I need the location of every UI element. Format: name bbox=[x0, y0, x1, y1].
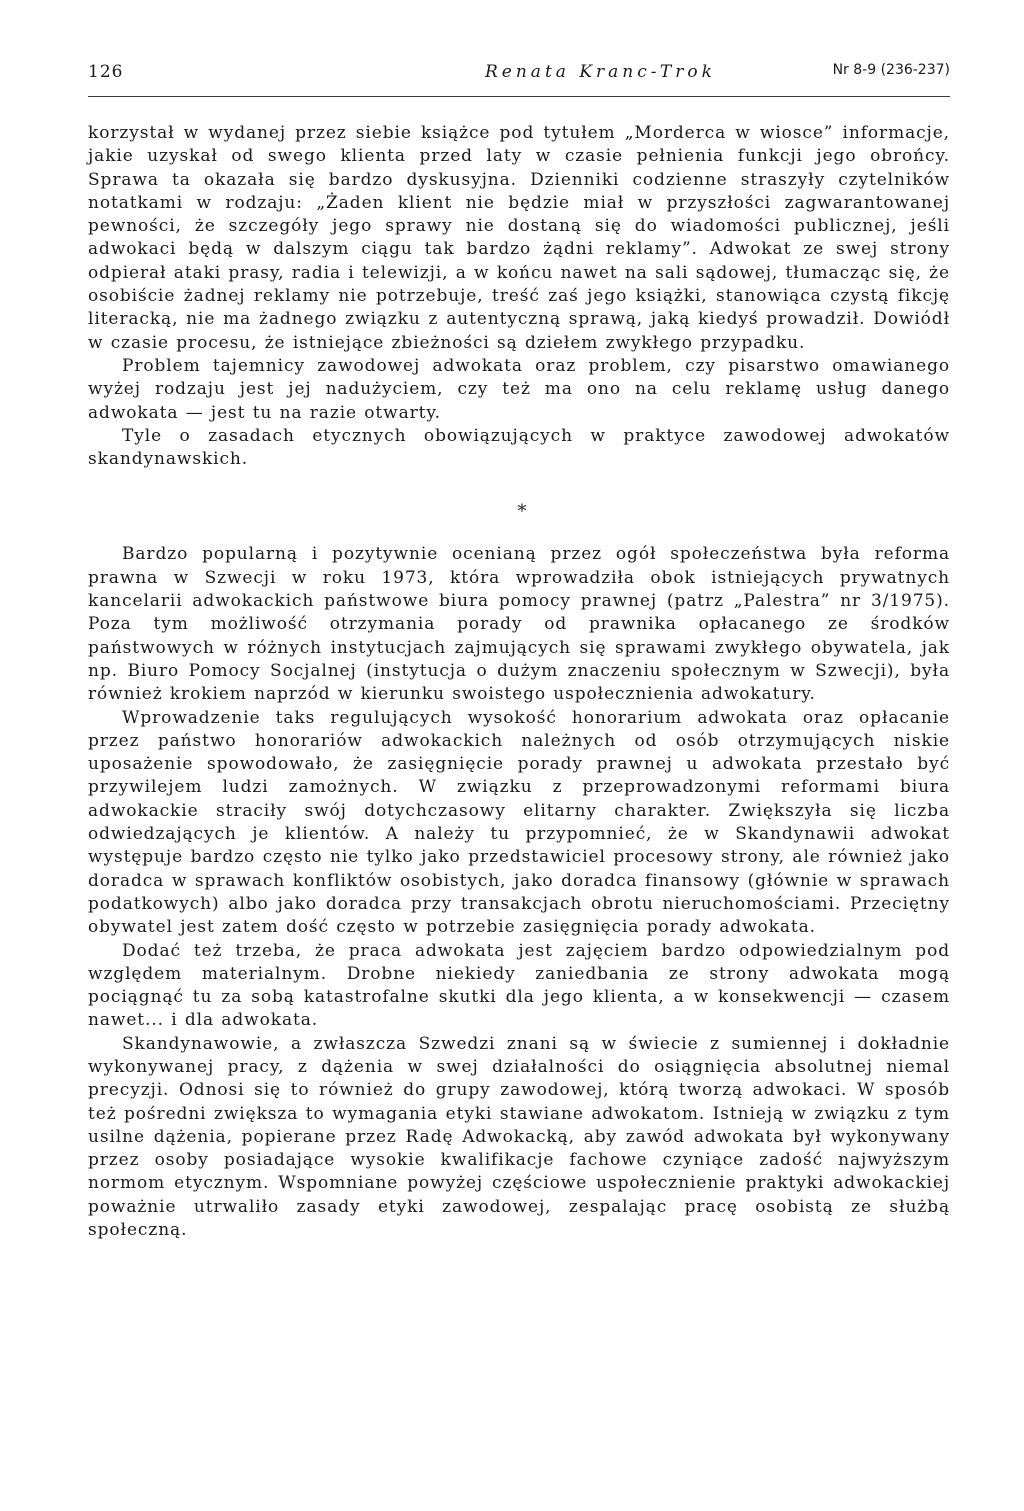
paragraph: Problem tajemnicy zawodowej adwokata oraz problem, czy pisarstwo omawianego wyżej rodzaju jest jej nadużyciem, czy też ma ono na celu reklamę usług danego adwokata — jest tu na razie otwarty. bbox=[88, 355, 950, 423]
page-header bbox=[88, 62, 950, 92]
running-title: Renata Kranc-Trok bbox=[485, 62, 716, 82]
header-rule bbox=[88, 96, 950, 97]
paragraph: Wprowadzenie taks regulujących wysokość honorarium adwokata oraz opłacanie przez państwo honorariów adwokackich należnych od osób otrzymujących niskie uposażenie spowodowało, że zasięgnięcie porady prawnej u adwokata przestało być przywilejem ludzi zamożnych. W związku z przeprowadzonymi reformami biura adwokackie straciły swój dotychczasowy elitarny charakter. Zwiększyła się liczba odwiedzających je klientów. A należy tu przypomnieć, że w Skandynawii adwokat występuje bardzo często nie tylko jako przedstawiciel procesowy strony, ale również jako doradca w sprawach konfliktów osobistych, jako doradca finansowy (głównie w sprawach podatkowych) albo jako doradca przy transakcjach obrotu nieruchomościami. Przeciętny obywatel jest zatem dość często w potrzebie zasięgnięcia porady adwokata. bbox=[88, 707, 950, 938]
body-text bbox=[88, 122, 950, 1242]
paragraph: Tyle o zasadach etycznych obowiązujących w praktyce zawodowej adwokatów skandynawskich. bbox=[88, 425, 950, 470]
paragraph: korzystał w wydanej przez siebie książce pod tytułem „Morderca w wiosce” informacje, jakie uzyskał od swego klienta przed laty w czasie pełnienia funkcji jego obrońcy. Sprawa ta okazała się bardzo dyskusyjna. Dzienniki codzienne straszyły czytelników notatkami w rodzaju: „Żaden klient nie będzie miał w przyszłości zagwarantowanej pewności, że szczegóły jego sprawy nie dostaną się do wiadomości publicznej, jeśli adwokaci będą w dalszym ciągu tak bardzo żądni reklamy”. Adwokat ze swej strony odpierał ataki prasy, radia i telewizji, a w końcu nawet na sali sądowej, tłumacząc się, że osobiście żadnej reklamy nie potrzebuje, treść zaś jego książki, stanowiąca czystą fikcję literacką, nie ma żadnego związku z autentyczną sprawą, jaką kiedyś prowadził. Dowiódł w czasie procesu, że istniejące zbieżności są dziełem zwykłego przypadku. bbox=[88, 123, 950, 353]
asterisk-separator: * bbox=[517, 501, 527, 523]
section-separator bbox=[88, 477, 950, 543]
paragraph: Dodać też trzeba, że praca adwokata jest zajęciem bardzo odpowiedzialnym pod względem materialnym. Drobne niekiedy zaniedbania ze strony adwokata mogą pociągnąć tu za sobą katastrofalne skutki dla jego klienta, a w konsekwencji — czasem nawet... i dla adwokata. bbox=[88, 940, 950, 1031]
page-number: 126 bbox=[88, 62, 124, 82]
issue-number: Nr 8-9 (236-237) bbox=[832, 62, 950, 78]
paragraph: Bardzo popularną i pozytywnie ocenianą przez ogół społeczeństwa była reforma prawna w Szwecji w roku 1973, która wprowadziła obok istniejących prywatnych kancelarii adwokackich państwowe biura pomocy prawnej (patrz „Palestra” nr 3/1975). Poza tym możliwość otrzymania porady od prawnika opłacanego ze środków państwowych w różnych instytucjach zajmujących się sprawami zwykłego obywatela, jak np. Biuro Pomocy Socjalnej (instytucja o dużym znaczeniu społecznym w Szwecji), była również krokiem naprzód w kierunku swoistego uspołecznienia adwokatury. bbox=[88, 544, 950, 705]
paragraph: Skandynawowie, a zwłaszcza Szwedzi znani są w świecie z sumiennej i dokładnie wykonywanej pracy, z dążenia w swej działalności do osiągnięcia absolutnej niemal precyzji. Odnosi się to również do grupy zawodowej, którą tworzą adwokaci. W sposób też pośredni zwiększa to wymagania etyki stawiane adwokatom. Istnieją w związku z tym usilne dążenia, popierane przez Radę Adwokacką, aby zawód adwokata był wykonywany przez osoby posiadające wysokie kwalifikacje fachowe czyniące zadość najwyższym normom etycznym. Wspomniane powyżej częściowe uspołecznienie praktyki adwokackiej poważnie utrwaliło zasady etyki zawodowej, zespalając pracę osobistą ze służbą społeczną. bbox=[88, 1033, 950, 1241]
